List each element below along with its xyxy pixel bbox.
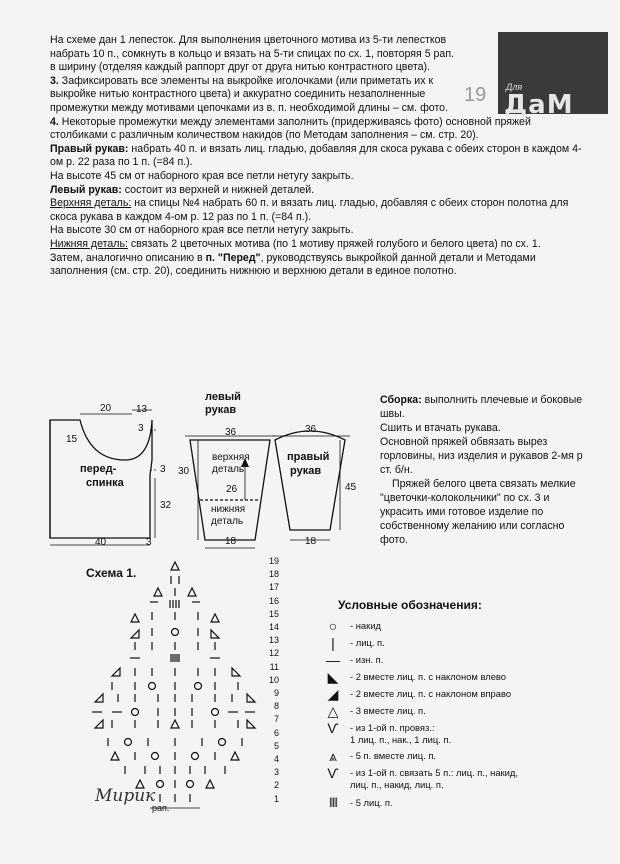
- legend-text: - из 1-ой п. провяз.: 1 лиц. п., нак., 1 лиц. п.: [350, 722, 452, 745]
- row-number: 4: [273, 754, 279, 765]
- right-sleeve-length: 45: [345, 482, 357, 493]
- paragraph-right-sleeve-close: На высоте 45 см от наборного края все петли нетугу закрыть.: [50, 169, 354, 182]
- row-number: 7: [273, 714, 279, 725]
- legend-text: - накид: [350, 620, 381, 631]
- legend-item: [320, 635, 600, 652]
- row-number: 19: [268, 556, 279, 566]
- legend-item: [320, 703, 600, 720]
- paragraph-upper-detail: Верхняя деталь: на спицы №4 набрать 60 п. и вязать лиц. гладью, добавляя с обеих сторон полотна для скоса рукава в каждом 4-ом р. 12 раз по 1 п. (=84 п.).: [50, 197, 569, 223]
- legend-item: [320, 720, 600, 748]
- row-number: 1: [273, 793, 279, 804]
- left-slant-triangle-icon: ◣: [327, 669, 339, 685]
- legend-text: - из 1-ой п. связать 5 п.: лиц. п., накид, лиц. п., накид, лиц. п.: [350, 767, 518, 790]
- paragraph-intro: На схеме дан 1 лепесток. Для выполнения цветочного мотива из 5-ти лепестков набрать 10 п., сомкнуть в кольцо и вязать на 5-ти спицах по сх. 1, повторяя 5 рап. в ширину (отделяя каждый раппорт друг от друга нитью контрастного цвета).: [50, 34, 454, 74]
- paragraph-upper-close: На высоте 30 см от наборного края все петли нетугу закрыть.: [50, 224, 354, 237]
- dash-icon: —: [326, 652, 340, 668]
- left-sleeve-lower-2: деталь: [211, 516, 244, 527]
- body-side-3: 3: [160, 464, 166, 475]
- paragraph-step-3: 3. Зафиксировать все элементы на выкройке иголочками (или приметать их к выкройке нитью контрастного цвета) и аккуратно соединить незаполненные промежутки между мотивами цепочками из в. п. необходимой длины – см. фото.: [50, 74, 449, 114]
- row-number: 16: [268, 595, 279, 606]
- body-top-width: 20: [100, 403, 112, 414]
- row-number: 10: [268, 674, 279, 685]
- five-bars-icon: |||||: [329, 797, 337, 808]
- paragraph-step-4: 4. Некоторые промежутки между элементами заполнить (придерживаясь фото) основной пряжей столбиками с различным количеством накидов (по Методам заполнения – см. стр. 20).: [50, 115, 531, 142]
- vertical-bar-icon: |: [331, 635, 335, 651]
- legend: [320, 598, 600, 812]
- body-label-line1: перед-: [80, 463, 117, 475]
- row-number: 6: [273, 727, 279, 738]
- left-sleeve-top: 36: [225, 427, 237, 438]
- right-sleeve-label-1: правый: [287, 451, 330, 463]
- row-number: 13: [268, 635, 279, 646]
- brand-logo: ДаМ: [504, 90, 574, 120]
- legend-text: - 3 вместе лиц. п.: [350, 705, 426, 716]
- left-sleeve-lower-1: нижняя: [211, 504, 246, 515]
- row-number: 14: [268, 622, 279, 633]
- right-sleeve-label-2: рукав: [290, 465, 322, 477]
- body-bottom-width: 40: [95, 537, 107, 548]
- body-label-line2: спинка: [86, 477, 124, 489]
- legend-text: - 2 вместе лиц. п. с наклоном вправо: [350, 688, 512, 699]
- left-sleeve-label-2: рукав: [205, 404, 237, 416]
- legend-item: [320, 748, 600, 765]
- scheme-row-numbers: [255, 555, 279, 806]
- row-number: 11: [269, 661, 279, 672]
- paragraph-then: Затем, аналогично описанию в п. "Перед", руководствуясь выкройкой данной детали и Методами заполнения (см. стр. 20), соединить нижнюю и верхнюю детали в единое полотно.: [50, 251, 536, 278]
- right-sleeve-top: 36: [305, 424, 317, 435]
- row-number: 15: [268, 608, 279, 619]
- legend-item: [320, 765, 600, 795]
- legend-title: Условные обозначения:: [338, 598, 482, 612]
- body-neck-depth: 3: [138, 423, 144, 434]
- paragraph-right-sleeve: Правый рукав: набрать 40 п. и вязать лиц. гладью, добавляя для скоса рукава с обеих сторон в каждом 4-ом р. 22 раза по 1 п. (=84 п.).: [50, 142, 582, 169]
- brand-prefix: Для: [506, 82, 523, 92]
- left-sleeve-upper-1: верхняя: [212, 452, 250, 463]
- left-sleeve-length: 30: [178, 466, 190, 477]
- scheme-title: Схема 1.: [86, 566, 137, 580]
- legend-item: [320, 618, 600, 635]
- body-armhole: 15: [66, 434, 78, 445]
- assembly-paragraph-3: Основной пряжей обвязать вырез горловины, низ изделия и рукавов 2-мя р ст. б/н.: [380, 436, 583, 476]
- increase-five-icon: Ѵ: [327, 765, 339, 781]
- paragraph-left-sleeve: Левый рукав: состоит из верхней и нижней деталей.: [50, 183, 315, 196]
- five-together-icon: ⩓: [329, 748, 337, 764]
- row-number: 2: [273, 780, 279, 791]
- paragraph-lower-detail: Нижняя деталь: связать 2 цветочных мотива (по 1 мотиву пряжей голубого и белого цвета) по сх. 1.: [50, 237, 541, 250]
- assembly-paragraph-4: Пряжей белого цвета связать мелкие "цветочки-колокольчики" по сх. 3 и украсить ими готовое изделие по собственному желанию или согласно фото.: [380, 478, 576, 546]
- legend-text: - 5 лиц. п.: [350, 797, 393, 808]
- assembly-paragraph-2: Сшить и втачать рукава.: [380, 422, 501, 434]
- legend-text: - 2 вместе лиц. п. с наклоном влево: [350, 671, 507, 682]
- legend-text: - лиц. п.: [350, 637, 385, 648]
- body-shoulder: 13: [136, 404, 148, 415]
- page-number: 19: [464, 84, 487, 106]
- legend-text: - изн. п.: [350, 654, 384, 665]
- body-bottom-3: 3: [146, 537, 152, 548]
- row-number: 3: [273, 767, 279, 778]
- scheme-symbols: [92, 562, 255, 808]
- legend-item: [320, 652, 600, 669]
- rapport-label: рап.: [152, 803, 170, 813]
- left-sleeve-label-1: левый: [205, 391, 241, 403]
- signature: Мирик: [95, 786, 156, 806]
- legend-item: [320, 795, 600, 812]
- legend-item: [320, 686, 600, 703]
- legend-item: [320, 669, 600, 686]
- row-number: 12: [268, 648, 279, 659]
- row-number: 18: [268, 569, 279, 580]
- legend-text: - 5 п. вместе лиц. п.: [350, 750, 437, 761]
- right-sleeve-bottom: 18: [305, 536, 317, 547]
- left-sleeve-26: 26: [226, 484, 238, 495]
- assembly-paragraph-1: Сборка: выполнить плечевые и боковые швы.: [380, 394, 583, 420]
- triangle-icon: △: [327, 703, 339, 719]
- left-sleeve-upper-2: деталь: [212, 464, 245, 475]
- row-number: 17: [268, 582, 279, 593]
- row-number: 5: [273, 740, 279, 751]
- increase-three-icon: Ѵ: [327, 720, 339, 736]
- row-number: 8: [273, 701, 279, 712]
- body-side-length: 32: [160, 500, 172, 511]
- circle-icon: ○: [328, 618, 338, 634]
- left-sleeve-bottom: 18: [225, 536, 237, 547]
- row-number: 9: [273, 688, 279, 699]
- right-slant-triangle-icon: ◢: [327, 686, 339, 702]
